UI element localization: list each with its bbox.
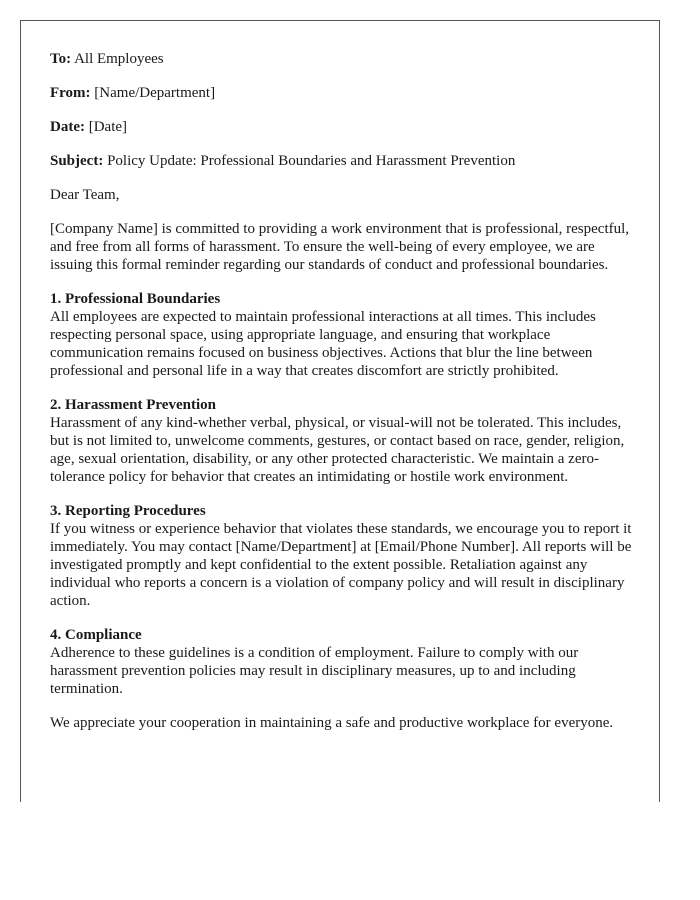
memo-content <box>21 21 640 732</box>
greeting: Dear Team, <box>50 187 120 203</box>
section-compliance <box>50 626 640 698</box>
section-text: Harassment of any kind-whether verbal, physical, or visual-will not be tolerated. This includes, but is not limited to, unwelcome comments, gestures, or contact based on race, gender, religion, age, sexual orientation, disability, or any other protected characteristic. We maintain a zero-tolerance policy for behavior that creates an intimidating or hostile work environment. <box>50 415 625 485</box>
memo-to-label: To: <box>50 51 72 67</box>
section-title: 1. Professional Boundaries <box>50 291 221 307</box>
closing-paragraph: We appreciate your cooperation in maintaining a safe and productive workplace for everyone. <box>50 715 614 731</box>
memo-from-line <box>50 84 640 102</box>
section-reporting-procedures <box>50 502 640 610</box>
memo-date-line <box>50 118 640 136</box>
section-title: 2. Harassment Prevention <box>50 397 216 413</box>
memo-date-label: Date: <box>50 119 85 135</box>
section-professional-boundaries <box>50 290 640 380</box>
section-text: If you witness or experience behavior that violates these standards, we encourage you to report it immediately. You may contact [Name/Department] at [Email/Phone Number]. All reports will be investigated promptly and kept confidential to the extent possible. Retaliation against any individual who reports a concern is a violation of company policy and will result in disciplinary action. <box>50 521 632 609</box>
memo-subject-value: Policy Update: Professional Boundaries and Harassment Prevention <box>107 153 516 169</box>
section-harassment-prevention <box>50 396 640 486</box>
section-text: All employees are expected to maintain professional interactions at all times. This includes respecting personal space, using appropriate language, and ensuring that workplace communication remains focused on business objectives. Actions that blur the line between professional and personal life in a way that creates discomfort are strictly prohibited. <box>50 309 596 379</box>
memo-to-value: All Employees <box>74 51 164 67</box>
memo-from-label: From: <box>50 85 91 101</box>
section-text: Adherence to these guidelines is a condition of employment. Failure to comply with our harassment prevention policies may result in disciplinary measures, up to and including termination. <box>50 645 579 697</box>
memo-document <box>20 20 660 802</box>
section-title: 4. Compliance <box>50 627 142 643</box>
memo-to-line <box>50 50 640 68</box>
section-title: 3. Reporting Procedures <box>50 503 206 519</box>
intro-paragraph: [Company Name] is committed to providing a work environment that is professional, respectful, and free from all forms of harassment. To ensure the well-being of every employee, we are issuing this formal reminder regarding our standards of conduct and professional boundaries. <box>50 221 630 273</box>
memo-date-value: [Date] <box>88 119 128 135</box>
memo-from-value: [Name/Department] <box>94 85 216 101</box>
memo-subject-line <box>50 152 640 170</box>
memo-subject-label: Subject: <box>50 153 104 169</box>
